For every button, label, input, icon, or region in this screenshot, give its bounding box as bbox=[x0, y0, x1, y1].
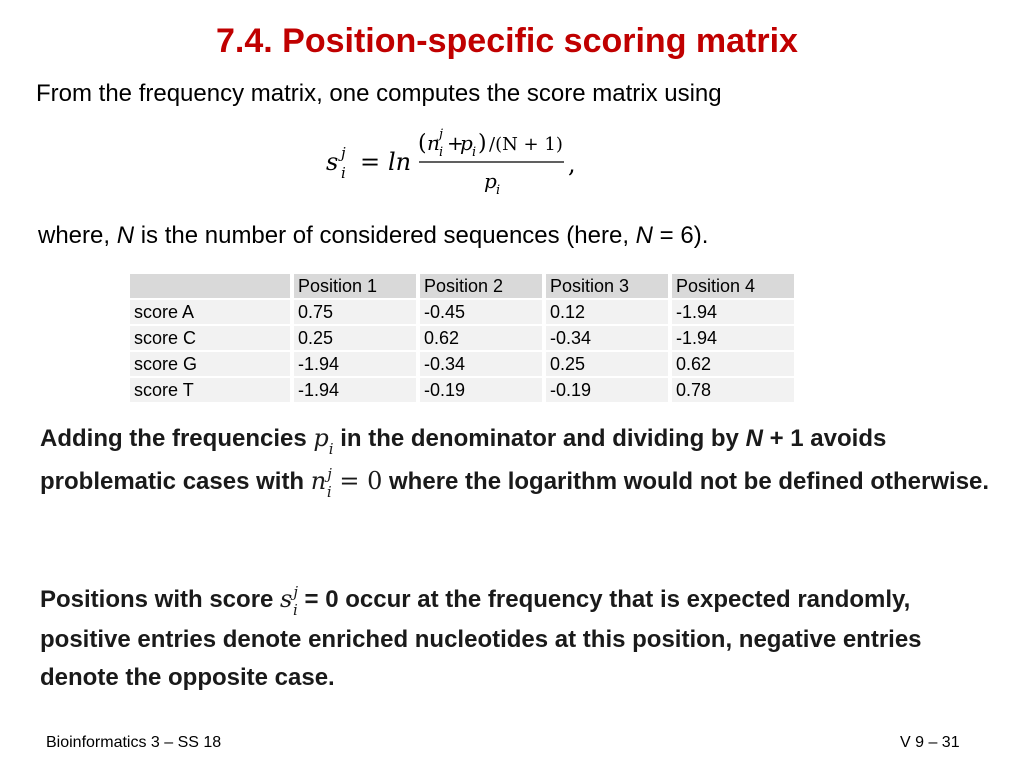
p2-s-symbol: s bbox=[280, 585, 293, 613]
p1-part2: in the denominator and dividing by bbox=[333, 425, 746, 452]
intro-text: From the frequency matrix, one computes the score matrix using bbox=[36, 80, 722, 107]
row-label: score T bbox=[130, 378, 290, 402]
table-header-cell: Position 1 bbox=[294, 274, 416, 298]
footer-page-number: V 9 – 31 bbox=[900, 734, 960, 751]
p2-s-super: j bbox=[293, 583, 299, 601]
row-label: score G bbox=[130, 352, 290, 376]
footer-course: Bioinformatics 3 – SS 18 bbox=[46, 734, 222, 751]
explanation-paragraph-1 bbox=[40, 418, 1000, 504]
p2-part2: = 0 occur at the frequency that is expected randomly, positive entries denote enriched nucleotides at this position, negative entries denote the opposite case. bbox=[40, 586, 922, 691]
score-matrix-table bbox=[126, 272, 798, 404]
p1-part3: + 1 avoids problematic cases with bbox=[40, 425, 887, 495]
table-cell: -0.19 bbox=[420, 378, 542, 402]
table-cell: 0.75 bbox=[294, 300, 416, 324]
table-cell: -1.94 bbox=[672, 326, 794, 350]
slide-title: 7.4. Position-specific scoring matrix bbox=[216, 22, 798, 60]
table-header-cell bbox=[130, 274, 290, 298]
p1-part4: where the logarithm would not be defined otherwise. bbox=[382, 468, 990, 495]
explanation-paragraph-2 bbox=[40, 580, 1000, 697]
table-row bbox=[130, 378, 794, 402]
formula-denominator-p: p bbox=[484, 169, 497, 193]
formula-plus: + bbox=[447, 131, 464, 155]
table-cell: 0.62 bbox=[672, 352, 794, 376]
row-label: score A bbox=[130, 300, 290, 324]
table-cell: -0.45 bbox=[420, 300, 542, 324]
where-text bbox=[38, 222, 708, 250]
table-header-row bbox=[130, 274, 794, 298]
formula-n-super: j bbox=[439, 127, 444, 142]
table-cell: 0.25 bbox=[546, 352, 668, 376]
table-cell: -0.34 bbox=[546, 326, 668, 350]
formula-s: s bbox=[326, 148, 339, 176]
table-cell: -1.94 bbox=[294, 352, 416, 376]
p1-p-symbol: p bbox=[313, 424, 329, 452]
where-suffix: = 6). bbox=[653, 222, 709, 249]
formula-p: p bbox=[460, 131, 473, 155]
where-n1: N bbox=[116, 222, 135, 249]
where-prefix: where, bbox=[38, 222, 117, 249]
formula-comma: , bbox=[568, 150, 576, 178]
formula-s-super: j bbox=[341, 144, 346, 162]
formula-divide: /(N + 1) bbox=[489, 134, 563, 155]
table-row bbox=[130, 326, 794, 350]
p1-eq-zero: = 0 bbox=[331, 467, 383, 495]
p2-part1: Positions with score bbox=[40, 586, 281, 613]
table-row bbox=[130, 352, 794, 376]
formula-n-sub: i bbox=[439, 145, 444, 160]
formula-p-sub: i bbox=[472, 145, 477, 160]
formula-open-paren: ( bbox=[418, 131, 427, 156]
table-cell: 0.78 bbox=[672, 378, 794, 402]
formula-s-sub: i bbox=[341, 164, 346, 182]
table-cell: -0.34 bbox=[420, 352, 542, 376]
table-row bbox=[130, 300, 794, 324]
table-cell: -0.19 bbox=[546, 378, 668, 402]
table-header-cell: Position 2 bbox=[420, 274, 542, 298]
table-cell: 0.12 bbox=[546, 300, 668, 324]
p1-part1: Adding the frequencies bbox=[40, 425, 314, 452]
table-cell: 0.25 bbox=[294, 326, 416, 350]
p1-n-sub: i bbox=[326, 483, 332, 501]
table-cell: -1.94 bbox=[294, 378, 416, 402]
table-cell: 0.62 bbox=[420, 326, 542, 350]
score-formula bbox=[326, 120, 616, 200]
p1-n-super: j bbox=[327, 465, 332, 483]
formula-denominator-sub: i bbox=[496, 183, 501, 198]
p1-n-math: n bbox=[310, 467, 327, 495]
table-header-cell: Position 4 bbox=[672, 274, 794, 298]
p2-s-sub: i bbox=[293, 601, 298, 619]
table-cell: -1.94 bbox=[672, 300, 794, 324]
formula-close-paren: ) bbox=[478, 131, 487, 156]
formula-n: n bbox=[427, 131, 440, 155]
where-middle: is the number of considered sequences (here, bbox=[134, 222, 636, 249]
where-n2: N bbox=[635, 222, 654, 249]
formula-ln: ln bbox=[388, 148, 412, 176]
p1-p-sub: i bbox=[328, 440, 334, 458]
table-header-cell: Position 3 bbox=[546, 274, 668, 298]
p1-n-symbol: N bbox=[745, 425, 763, 452]
row-label: score C bbox=[130, 326, 290, 350]
formula-equals: = bbox=[360, 148, 381, 176]
